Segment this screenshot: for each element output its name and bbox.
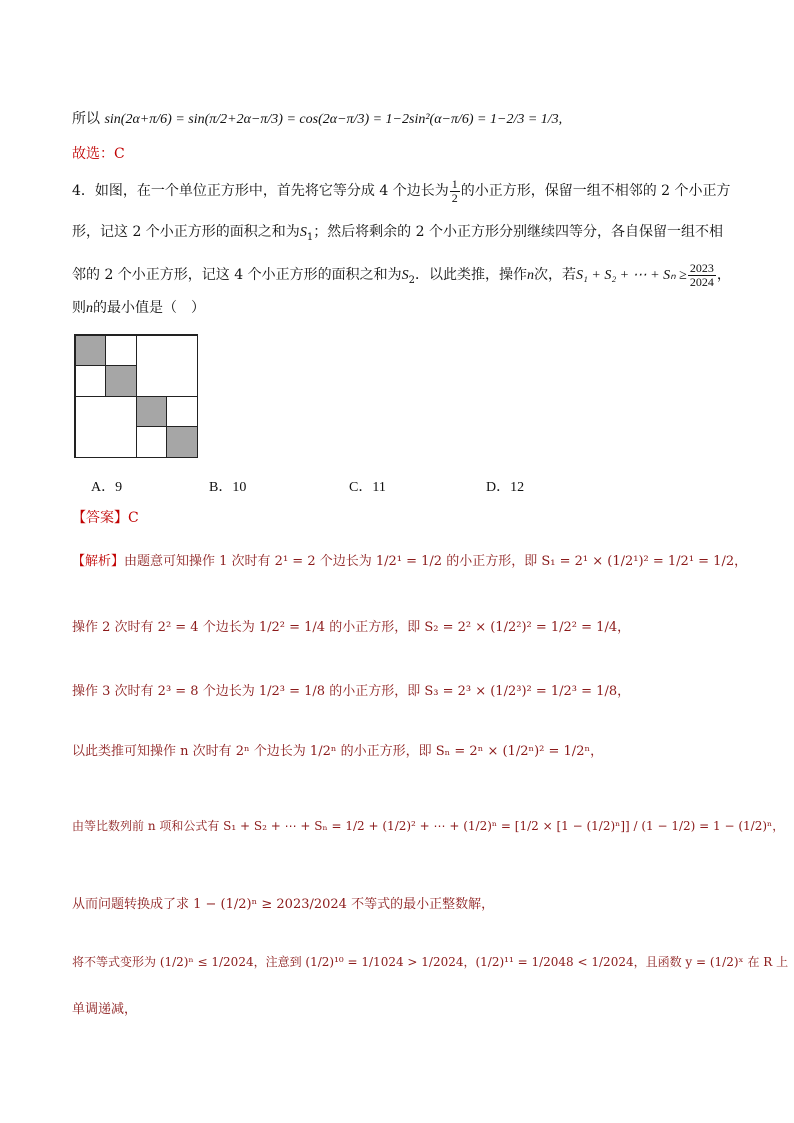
q4-text-e1: 则 [72,300,86,316]
analysis-step-1: 由题意可知操作 1 次时有 2¹ = 2 个边长为 1/2¹ = 1/2 的小正方形，即 S₁ = 2¹ × (1/2¹)² = 1/2¹ = 1/2， [124,554,748,569]
frac-den: 2 [451,190,458,205]
answer-line: 【答案】C [72,510,139,526]
trig-equation: sin(2α+π/6) = sin(π/2+2α−π/3) = cos(2α−π/3) = 1−2sin²(α−π/6) = 1−2/3 = 1/3, [104,112,563,127]
frac-num: 1 [451,176,458,191]
question-4-line-1 [72,176,754,206]
analysis-line-7: 将不等式变形为 (1/2)ⁿ ≤ 1/2024，注意到 (1/2)¹⁰ = 1/1024 > 1/2024，(1/2)¹¹ = 1/2048 < 1/2024，且函数 y = (1/2)ˣ 在 R 上 [72,955,789,969]
q4-text-d1: 邻的 2 个小正方形，记这 4 个小正方形的面积之和为 [72,267,402,283]
shaded-square-8 [166,426,198,458]
shaded-square-1 [75,335,106,366]
shaded-square-5 [136,396,167,427]
bottom-left-square [75,396,137,458]
q4-text-a: 4．如图，在一个单位正方形中，首先将它等分成 4 个边长为 [72,183,449,199]
ratio-fraction [688,262,716,289]
s1-symbol: S [299,225,307,240]
q4-text-d2: ．以此类推，操作 [415,267,527,283]
q4-text-e2: 的最小值是（ ） [93,300,205,316]
analysis-label: 【解析】 [72,554,125,569]
q4-text-c1: 形，记这 2 个小正方形的面积之和为 [72,224,300,240]
frac-den: 2024 [689,274,714,289]
s2-symbol: S [401,268,409,283]
n-symbol: n [527,268,534,283]
q4-text-c2: ；然后将剩余的 2 个小正方形分别继续四等分，各自保留一组不相 [313,224,723,240]
top-right-square [136,335,198,397]
choice-line: 故选：C [72,146,125,162]
square-6 [166,396,198,427]
prefix-text: 所以 [72,111,100,127]
square-2 [105,335,137,366]
half-fraction [450,178,460,205]
q4-text-d3: 次，若 [534,267,576,283]
option-c[interactable]: C．11 [349,480,386,495]
square-7 [136,426,167,458]
option-b[interactable]: B．10 [209,480,247,495]
analysis-line-5: 由等比数列前 n 项和公式有 S₁ + S₂ + ⋯ + Sₙ = 1/2 + (1/2)² + ⋯ + (1/2)ⁿ = [1/2 × [1 − (1/2)ⁿ]] / (1 − 1/2) = 1 − (1/2)ⁿ， [72,819,785,833]
sum-expression: S₁ + S₂ + ⋯ + Sₙ ≥ [576,268,687,283]
analysis-line-1 [72,552,754,572]
analysis-line-6: 从而问题转换成了求 1 − (1/2)ⁿ ≥ 2023/2024 不等式的最小正整数解， [72,897,495,912]
option-d[interactable]: D．12 [486,480,525,495]
n-symbol: n [86,301,93,316]
shaded-square-4 [105,365,137,397]
solution-line-conclusion [72,104,754,134]
question-4-line-4 [72,298,754,319]
q4-text-b: 的小正方形，保留一组不相邻的 2 个小正方 [460,183,731,199]
analysis-line-3: 操作 3 次时有 2³ = 8 个边长为 1/2³ = 1/8 的小正方形，即 S₃ = 2³ × (1/2³)² = 1/2³ = 1/8， [72,684,631,699]
frac-num: 2023 [689,260,714,275]
option-a[interactable]: A．9 [91,480,123,495]
question-4-line-3: 邻的 2 个小正方形，记这 4 个小正方形的面积之和为$S_2$．以此类推，操作n次，若S₁ + S₂ + ⋯ + Sₙ ≥ $\frac{2023}{2024}$ ， [72,260,731,289]
nested-squares-figure [74,334,198,458]
q4-text-d4: ， [716,267,731,283]
question-4-line-2: 形，记这 2 个小正方形的面积之和为$S_1$；然后将剩余的 2 个小正方形分别继续四等分，各自保留一组不相 [72,224,723,243]
analysis-line-8: 单调递减， [72,1002,138,1017]
analysis-line-2: 操作 2 次时有 2² = 4 个边长为 1/2² = 1/4 的小正方形，即 S₂ = 2² × (1/2²)² = 1/2² = 1/4， [72,620,631,635]
analysis-line-4: 以此类推可知操作 n 次时有 2ⁿ 个边长为 1/2ⁿ 的小正方形，即 Sₙ = 2ⁿ × (1/2ⁿ)² = 1/2ⁿ， [72,744,604,759]
square-3 [75,365,106,397]
